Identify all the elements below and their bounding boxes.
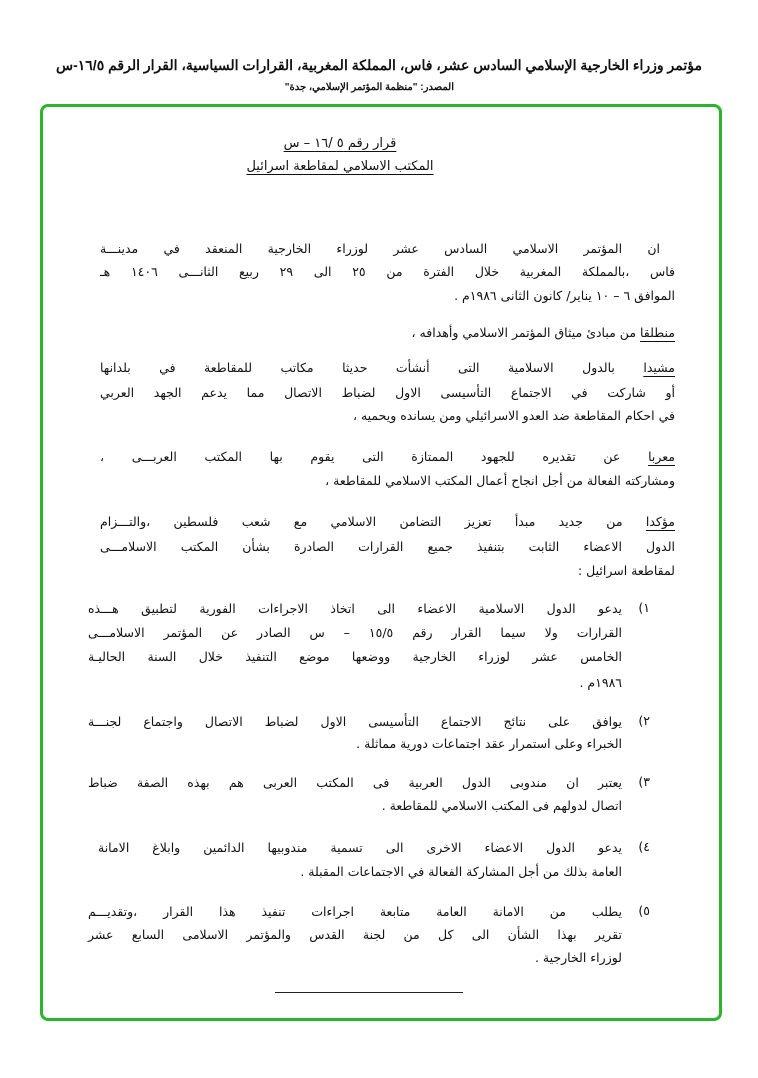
preamble-keyword: مؤكدا xyxy=(645,514,675,529)
item-line xyxy=(88,624,622,642)
line-text: ان المؤتمر الاسلامي السادس عشر لوزراء الخارجية المنعقد في مدينـــة xyxy=(100,241,660,256)
preamble-keyword: منطلقا xyxy=(640,325,675,340)
item-line xyxy=(88,600,622,618)
line-text: الدول الاعضاء الثابت بتنفيذ جميع القرارات الصادرة بشأن المكتب الاسلامـــى xyxy=(100,539,675,554)
item-number: ١) xyxy=(638,600,650,615)
closing-rule xyxy=(275,992,463,993)
item-line xyxy=(88,774,622,792)
line-text: فاس ،بالمملكة المغربية خلال الفترة من ٢٥ الى ٢٩ ربيع الثانـــى ١٤٠٦ هـ xyxy=(100,264,675,279)
item-line xyxy=(88,926,622,944)
preamble-line xyxy=(412,324,675,342)
line-text: يطلب من الامانة العامة متابعة اجراءات تنفيذ هذا القرار ،وتقديـــم xyxy=(88,904,622,919)
item-line: ١٩٨٦م . xyxy=(579,675,622,690)
item-number: ٣) xyxy=(638,774,650,789)
item-number: ٥) xyxy=(638,903,650,918)
line-text: يدعو الدول الاعضاء الاخرى الى تسمية مندوبيها الدائمين وابلاغ الامانة xyxy=(98,840,622,855)
line-text: أو شاركت في الاجتماع التأسيسى الاول لضباط الاتصال مما يدعم الجهد العربي xyxy=(100,385,675,400)
document-source: المصدر: "منظمة المؤتمر الإسلامي، جدة" xyxy=(284,82,454,93)
item-line xyxy=(88,648,622,666)
preamble-line xyxy=(100,448,675,466)
preamble-line xyxy=(100,513,675,531)
line-text: القرارات ولا سيما القرار رقم ١٥/٥ – س الصادر عن المؤتمر الاسلامـــى xyxy=(88,625,623,640)
line-text: يوافق على نتائج الاجتماع التأسيسى الاول لضباط الاتصال واجتماع لجنـــة xyxy=(88,714,622,729)
item-line xyxy=(98,839,622,857)
line-text: من مبادئ ميثاق المؤتمر الاسلامي وأهدافه ، xyxy=(411,325,640,340)
resolution-title-text: المكتب الاسلامي لمقاطعة اسرائيل xyxy=(246,159,434,174)
line-text: تقرير بهذا الشأن الى كل من لجنة القدس والمؤتمر الاسلامى السابع عشر xyxy=(88,927,622,942)
line-text: عن تقديره للجهود الممتازة التى يقوم بها المكتب العربـــى ، xyxy=(100,449,649,464)
line-text xyxy=(100,513,675,531)
line-text xyxy=(100,359,675,377)
item-number: ٢) xyxy=(638,713,650,728)
preamble-line: الموافق ٦ – ١٠ يناير/ كانون الثانى ١٩٨٦م . xyxy=(454,288,675,303)
item-line: العامة بذلك من أجل المشاركة الفعالة في الاجتماعات المقبلة . xyxy=(300,864,622,879)
line-text: الخامس عشر لوزراء الخارجية ووضعها موضع التنفيذ خلال السنة الحاليـة xyxy=(88,649,622,664)
resolution-number xyxy=(0,136,680,151)
preamble-keyword: مشيدا xyxy=(643,360,675,375)
line-text: يعتبر ان مندوبى الدول العربية فى المكتب العربى هم بهذه الصفة ضباط xyxy=(88,775,622,790)
item-line: لوزراء الخارجية . xyxy=(534,950,622,965)
item-line: اتصال لدولهم فى المكتب الاسلامي للمقاطعة . xyxy=(381,798,622,813)
line-text: بالدول الاسلامية التى أنشأت حديثا مكاتب للمقاطعة في بلدانها xyxy=(100,360,644,375)
line-text xyxy=(100,448,675,466)
line-text: يدعو الدول الاسلامية الاعضاء الى اتخاذ الاجراءات الفورية لتطبيق هـــذه xyxy=(88,601,622,616)
resolution-title xyxy=(0,159,680,174)
preamble-line xyxy=(100,263,675,281)
item-line: الخبراء وعلى استمرار عقد اجتماعات دورية مماثلة . xyxy=(356,736,622,751)
preamble-line xyxy=(100,538,675,556)
preamble-line xyxy=(100,240,660,258)
item-number: ٤) xyxy=(638,839,650,854)
item-line xyxy=(88,903,622,921)
preamble-line xyxy=(100,384,675,402)
preamble-line: في احكام المقاطعة ضد العدو الاسرائيلي ومن يسانده ويحميه ، xyxy=(352,408,675,423)
preamble-line: لمقاطعة اسرائيل : xyxy=(577,563,675,578)
preamble-line: ومشاركته الفعالة من أجل انجاح أعمال المكتب الاسلامي للمقاطعة ، xyxy=(325,473,675,488)
preamble-line xyxy=(100,359,675,377)
resolution-number-text: قرار رقم ٥ /١٦ – س xyxy=(283,136,397,151)
item-line xyxy=(88,713,622,731)
line-text: من جديد مبدأ تعزيز التضامن الاسلامي مع شعب فلسطين ،والتـــزام xyxy=(100,514,646,529)
preamble-keyword: معربا xyxy=(648,449,675,464)
document-header-title: مؤتمر وزراء الخارجية الإسلامي السادس عشر، فاس، المملكة المغربية، القرارات السياسية، القرار الرقم ١٦/٥-س xyxy=(56,57,702,73)
